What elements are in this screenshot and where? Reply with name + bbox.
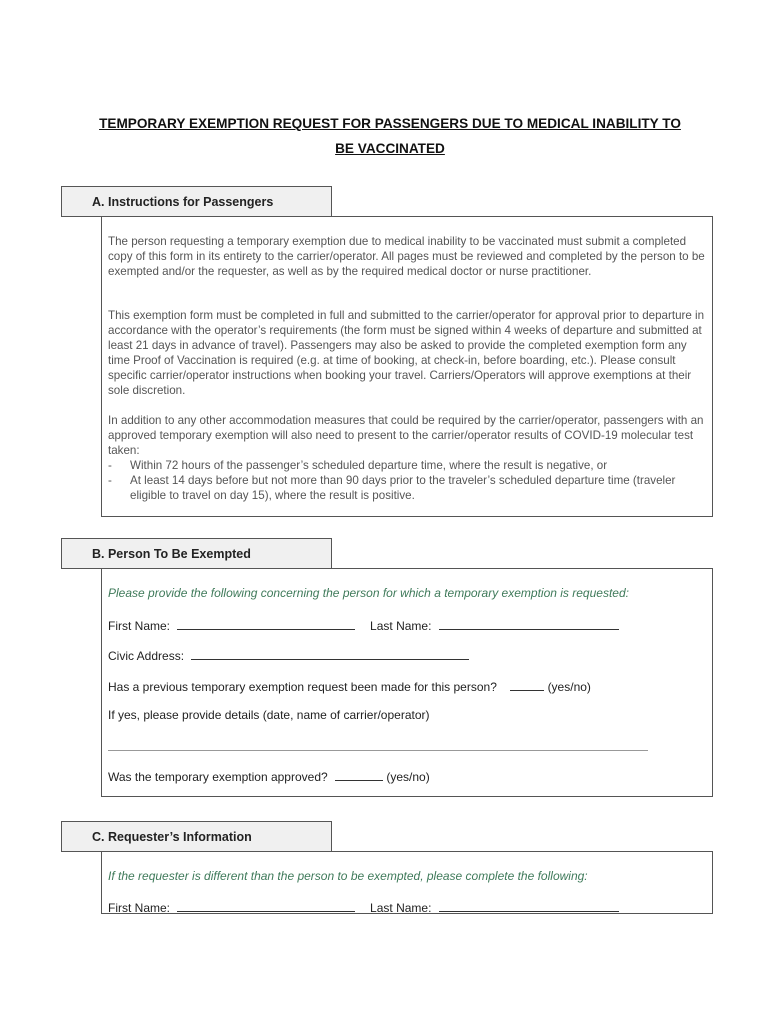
section-b-note: Please provide the following concerning the person for which a temporary exemption is requested: <box>108 586 629 600</box>
section-c-header: C. Requester’s Information <box>61 821 332 852</box>
bullet-text-2: At least 14 days before but not more than 90 days prior to the traveler’s scheduled departure time (traveler eligible to travel on day 15), where the result is positive. <box>130 474 676 502</box>
section-c-note: If the requester is different than the person to be exempted, please complete the following: <box>108 869 588 883</box>
civic-address-row <box>108 647 469 663</box>
yes-no-hint: (yes/no) <box>386 770 430 784</box>
requester-first-name-label: First Name: <box>108 901 171 915</box>
bullet-dash: - <box>108 474 112 487</box>
bullet-dash: - <box>108 459 112 472</box>
form-title-line-2: BE VACCINATED <box>335 141 445 156</box>
previous-request-row <box>108 678 591 694</box>
instructions-text-3: In addition to any other accommodation measures that could be required by the carrier/operator, passengers with an approved temporary exemption will also need to present to the carrier/operator results of COVID-19 molecular test taken: <box>108 414 704 457</box>
approved-row <box>108 768 430 784</box>
list-item <box>108 458 708 473</box>
last-name-label: Last Name: <box>370 619 432 633</box>
section-a-header: A. Instructions for Passengers <box>61 186 332 217</box>
first-name-label: First Name: <box>108 619 171 633</box>
details-label: If yes, please provide details (date, name of carrier/operator) <box>108 708 430 722</box>
first-name-field[interactable] <box>177 617 355 630</box>
bullet-list <box>108 458 708 503</box>
list-item <box>108 473 708 503</box>
previous-request-label: Has a previous temporary exemption request been made for this person? <box>108 680 497 694</box>
details-label-row <box>108 708 430 722</box>
instructions-text-1: The person requesting a temporary exemption due to medical inability to be vaccinated must submit a completed copy of this form in its entirety to the carrier/operator. All pages must be reviewed and completed by the person to be exempted and/or the requester, as well as by the required medical doctor or nurse practitioner. <box>108 235 705 278</box>
details-field[interactable] <box>108 750 648 751</box>
requester-name-row <box>108 899 619 915</box>
instructions-text-2: This exemption form must be completed in full and submitted to the carrier/operator for approval prior to departure in accordance with the operator’s requirements (the form must be signed within 4 weeks of departure and submitted at least 21 days in advance of travel). Passengers may also be asked to provide the completed exemption form any time Proof of Vaccination is required (e.g. at time of booking, at check-in, before boarding, etc.). Please consult specific carrier/operator instructions when booking your travel. Carriers/Operators will approve exemptions at their sole discretion. <box>108 309 705 397</box>
requester-last-name-label: Last Name: <box>370 901 432 915</box>
form-title-line-1: TEMPORARY EXEMPTION REQUEST FOR PASSENGERS DUE TO MEDICAL INABILITY TO <box>99 116 681 131</box>
civic-address-field[interactable] <box>191 647 469 660</box>
requester-first-name-field[interactable] <box>177 899 355 912</box>
civic-address-label: Civic Address: <box>108 649 185 663</box>
person-name-row <box>108 617 619 633</box>
last-name-field[interactable] <box>439 617 619 630</box>
previous-request-field[interactable] <box>510 678 544 691</box>
bullet-text-1: Within 72 hours of the passenger’s scheduled departure time, where the result is negative, or <box>130 459 608 472</box>
section-b-header: B. Person To Be Exempted <box>61 538 332 569</box>
yes-no-hint: (yes/no) <box>547 680 591 694</box>
requester-last-name-field[interactable] <box>439 899 619 912</box>
section-a-paragraph-1 <box>108 234 708 279</box>
section-a-paragraph-2 <box>108 308 708 398</box>
section-a-paragraph-3 <box>108 413 708 503</box>
approved-field[interactable] <box>335 768 383 781</box>
approved-label: Was the temporary exemption approved? <box>108 770 328 784</box>
